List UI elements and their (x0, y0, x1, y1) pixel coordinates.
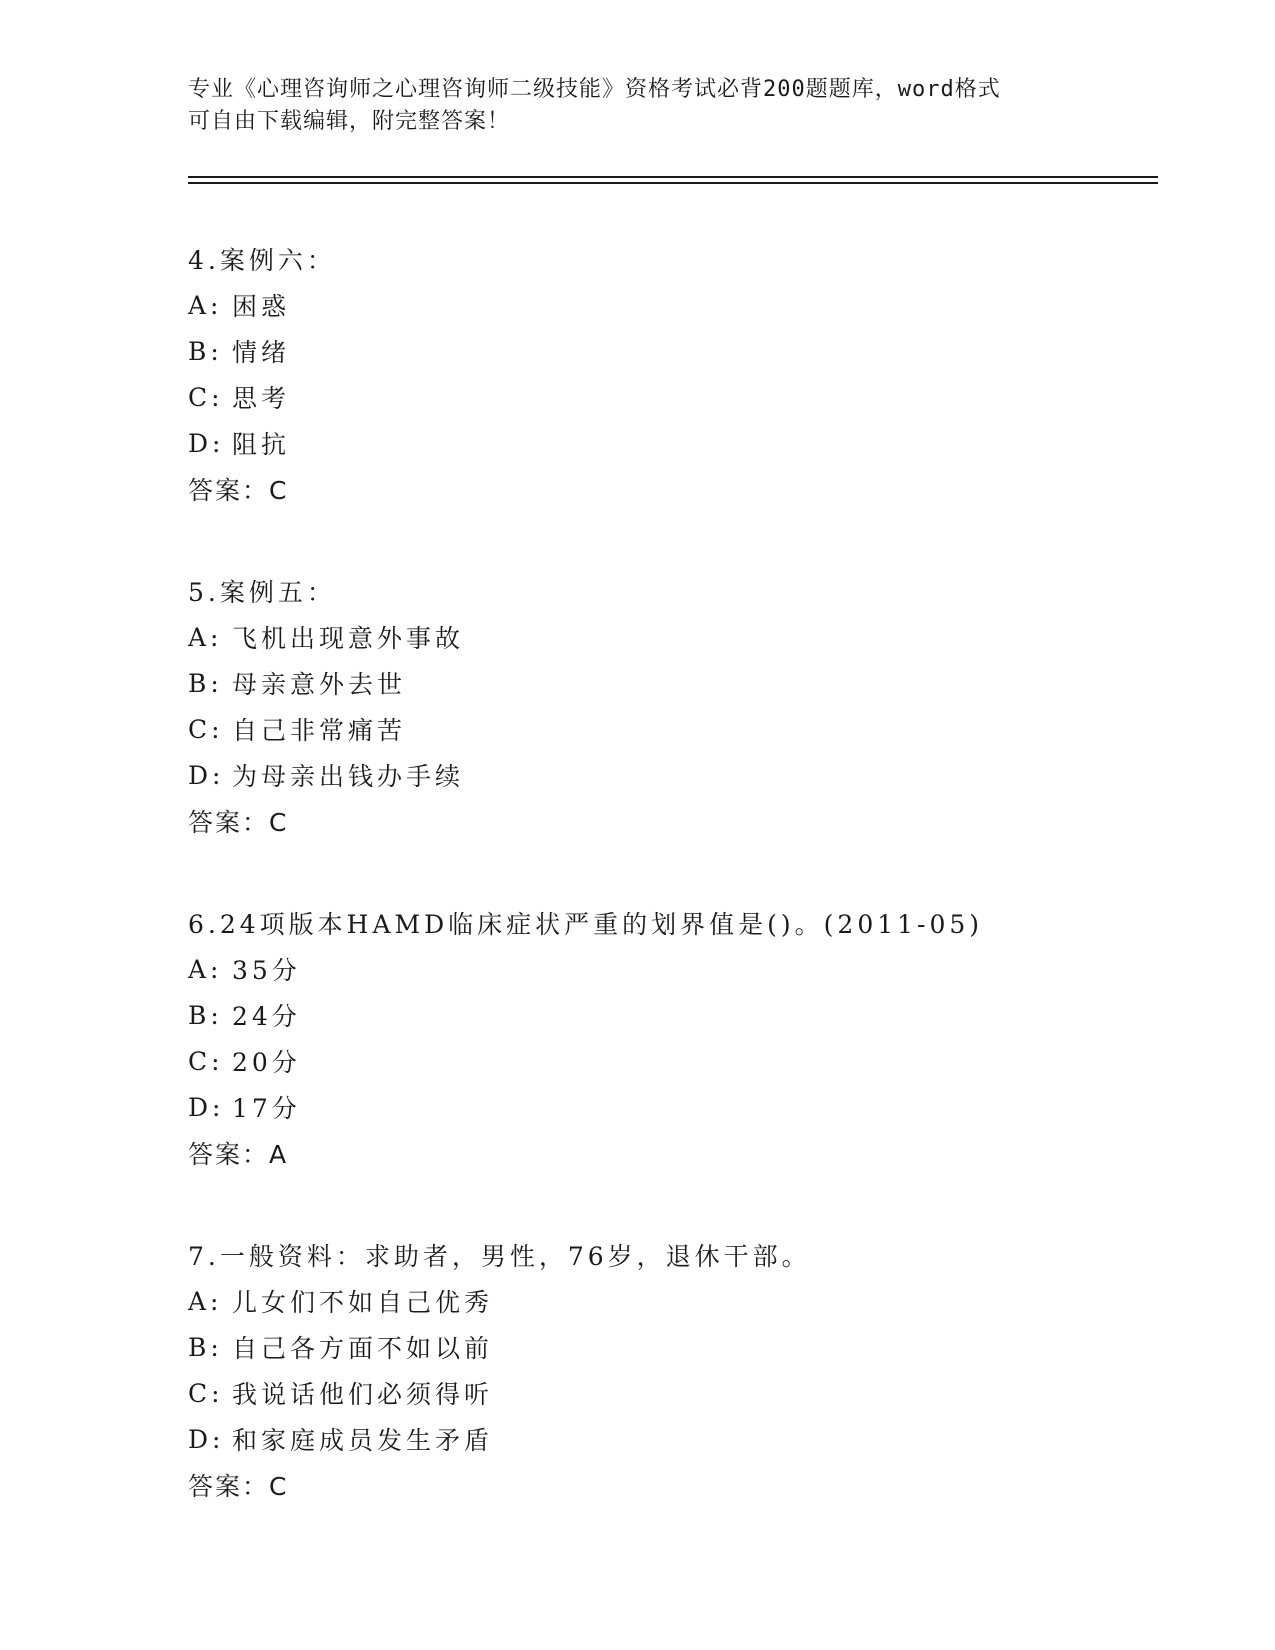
option-letter: A: (188, 622, 223, 652)
option-a (188, 614, 1168, 660)
document-header (188, 74, 1088, 138)
header-title-line-2: 可自由下载编辑，附完整答案！ (188, 109, 511, 134)
option-letter: A: (188, 290, 223, 320)
question-stem: 5.案例五： (188, 578, 336, 607)
question-5 (188, 568, 1168, 844)
option-text: 思考 (232, 384, 291, 413)
option-a (188, 946, 1168, 992)
question-stem: 6.24项版本HAMD临床症状严重的划界值是()。(2011-05) (188, 910, 984, 939)
answer: 答案：A (188, 1140, 289, 1169)
option-letter: D: (188, 1424, 225, 1454)
option-letter: B: (188, 1332, 223, 1362)
option-text: 35分 (232, 956, 301, 985)
option-text: 我说话他们必须得听 (232, 1380, 494, 1409)
answer: 答案：C (188, 1472, 289, 1501)
option-c (188, 374, 1168, 420)
option-b (188, 992, 1168, 1038)
option-text: 20分 (232, 1048, 301, 1077)
option-text: 24分 (232, 1002, 301, 1031)
option-b (188, 660, 1168, 706)
header-divider-bottom (188, 182, 1158, 184)
option-b (188, 328, 1168, 374)
option-letter: D: (188, 760, 225, 790)
option-d (188, 420, 1168, 466)
option-text: 17分 (232, 1094, 301, 1123)
option-text: 自己各方面不如以前 (232, 1334, 494, 1363)
question-7 (188, 1232, 1168, 1508)
option-text: 母亲意外去世 (232, 670, 407, 699)
option-text: 自己非常痛苦 (232, 716, 407, 745)
header-divider-top (188, 176, 1158, 178)
option-d (188, 1084, 1168, 1130)
answer: 答案：C (188, 476, 289, 505)
question-stem: 7.一般资料：求助者，男性，76岁，退休干部。 (188, 1242, 811, 1271)
option-a (188, 1278, 1168, 1324)
answer: 答案：C (188, 808, 289, 837)
option-text: 困惑 (232, 292, 291, 321)
option-letter: C: (188, 714, 224, 744)
option-text: 和家庭成员发生矛盾 (232, 1426, 494, 1455)
question-list (188, 236, 1168, 1564)
option-letter: A: (188, 954, 223, 984)
question-stem: 4.案例六： (188, 246, 336, 275)
option-letter: A: (188, 1286, 223, 1316)
option-c (188, 706, 1168, 752)
option-text: 儿女们不如自己优秀 (232, 1288, 494, 1317)
option-c (188, 1038, 1168, 1084)
option-letter: B: (188, 336, 223, 366)
option-d (188, 1416, 1168, 1462)
option-letter: C: (188, 1046, 224, 1076)
header-title-line-1: 专业《心理咨询师之心理咨询师二级技能》资格考试必背200题题库，word格式 (188, 77, 1001, 102)
option-c (188, 1370, 1168, 1416)
option-d (188, 752, 1168, 798)
option-a (188, 282, 1168, 328)
option-letter: D: (188, 428, 225, 458)
question-6 (188, 900, 1168, 1176)
option-text: 阻抗 (232, 430, 291, 459)
option-letter: D: (188, 1092, 225, 1122)
option-letter: B: (188, 668, 223, 698)
option-letter: C: (188, 1378, 224, 1408)
option-text: 为母亲出钱办手续 (232, 762, 465, 791)
question-4 (188, 236, 1168, 512)
option-letter: B: (188, 1000, 223, 1030)
option-b (188, 1324, 1168, 1370)
option-text: 情绪 (232, 338, 291, 367)
option-text: 飞机出现意外事故 (232, 624, 465, 653)
option-letter: C: (188, 382, 224, 412)
